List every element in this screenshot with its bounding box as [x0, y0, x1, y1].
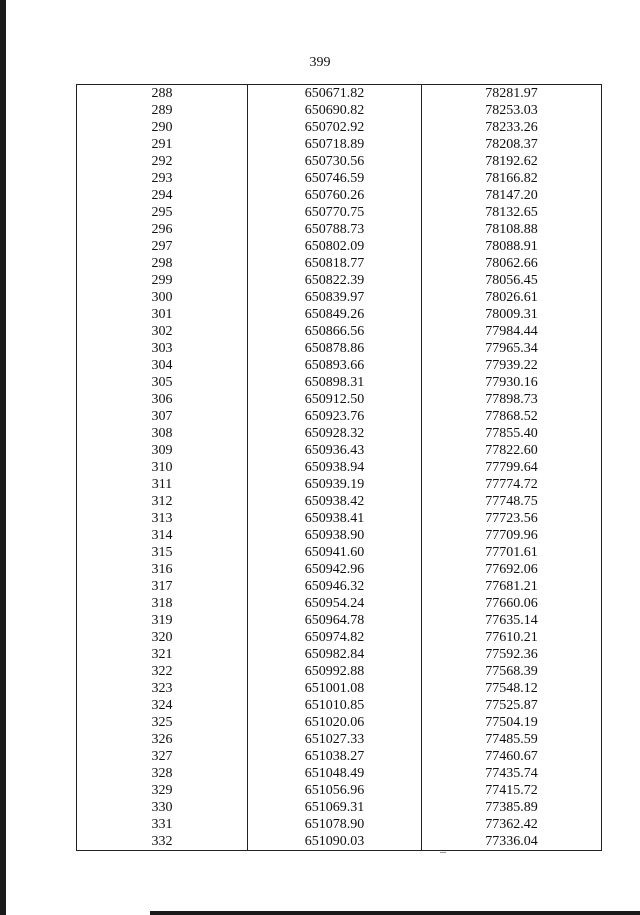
point-number-cell: 329 — [77, 782, 248, 799]
point-number-cell: 320 — [77, 629, 248, 646]
point-number-cell: 295 — [77, 204, 248, 221]
table-row — [77, 170, 602, 187]
y-coordinate-cell: 77460.67 — [485, 749, 538, 764]
x-coordinate-cell: 650898.31 — [248, 374, 422, 391]
x-coordinate-cell: 650788.73 — [248, 221, 422, 238]
table-row — [77, 136, 602, 153]
table-row — [77, 816, 602, 833]
y-coordinate-cell: 78147.20 — [485, 188, 538, 203]
point-number-cell: 307 — [77, 408, 248, 425]
table-row — [77, 680, 602, 697]
x-coordinate-cell: 650982.84 — [248, 646, 422, 663]
scan-bottom-edge — [150, 911, 640, 915]
y-coordinate-cell: 78192.62 — [485, 154, 538, 169]
point-number-cell: 327 — [77, 748, 248, 765]
table-row — [77, 510, 602, 527]
y-coordinate-cell: 77660.06 — [485, 596, 538, 611]
x-coordinate-cell: 650912.50 — [248, 391, 422, 408]
x-coordinate-cell: 650939.19 — [248, 476, 422, 493]
point-number-cell: 301 — [77, 306, 248, 323]
table-row — [77, 544, 602, 561]
point-number-cell: 310 — [77, 459, 248, 476]
table-row — [77, 187, 602, 204]
point-number-cell: 311 — [77, 476, 248, 493]
x-coordinate-cell: 651069.31 — [248, 799, 422, 816]
table-row — [77, 85, 602, 103]
table-row — [77, 425, 602, 442]
table-row — [77, 374, 602, 391]
point-number-cell: 292 — [77, 153, 248, 170]
x-coordinate-cell: 651001.08 — [248, 680, 422, 697]
point-number-cell: 306 — [77, 391, 248, 408]
table-row — [77, 527, 602, 544]
table-row — [77, 748, 602, 765]
point-number-cell: 323 — [77, 680, 248, 697]
table-row — [77, 289, 602, 306]
x-coordinate-cell: 650893.66 — [248, 357, 422, 374]
table-row — [77, 765, 602, 782]
point-number-cell: 321 — [77, 646, 248, 663]
point-number-cell: 294 — [77, 187, 248, 204]
x-coordinate-cell: 650954.24 — [248, 595, 422, 612]
table-row — [77, 476, 602, 493]
x-coordinate-cell: 650992.88 — [248, 663, 422, 680]
y-coordinate-cell: 77898.73 — [485, 392, 538, 407]
y-coordinate-cell: 77822.60 — [485, 443, 538, 458]
y-coordinate-cell: 78062.66 — [485, 256, 538, 271]
point-number-cell: 326 — [77, 731, 248, 748]
point-number-cell: 312 — [77, 493, 248, 510]
coordinate-table-body — [77, 85, 602, 851]
point-number-cell: 304 — [77, 357, 248, 374]
x-coordinate-cell: 650746.59 — [248, 170, 422, 187]
x-coordinate-cell: 650839.97 — [248, 289, 422, 306]
table-row — [77, 612, 602, 629]
y-coordinate-cell: 77855.40 — [485, 426, 538, 441]
point-number-cell: 296 — [77, 221, 248, 238]
table-row — [77, 306, 602, 323]
table-row — [77, 391, 602, 408]
y-coordinate-cell: 77485.59 — [485, 732, 538, 747]
y-coordinate-cell: 78253.03 — [485, 103, 538, 118]
x-coordinate-cell: 651038.27 — [248, 748, 422, 765]
point-number-cell: 309 — [77, 442, 248, 459]
point-number-cell: 317 — [77, 578, 248, 595]
x-coordinate-cell: 650974.82 — [248, 629, 422, 646]
page-number: 399 — [309, 55, 331, 70]
table-row — [77, 731, 602, 748]
y-coordinate-cell: 78166.82 — [485, 171, 538, 186]
point-number-cell: 318 — [77, 595, 248, 612]
scan-left-edge — [0, 0, 6, 915]
table-row — [77, 714, 602, 731]
coordinate-table — [76, 84, 602, 851]
table-row — [77, 697, 602, 714]
point-number-cell: 298 — [77, 255, 248, 272]
table-row — [77, 442, 602, 459]
x-coordinate-cell: 650760.26 — [248, 187, 422, 204]
table-row — [77, 153, 602, 170]
table-row — [77, 255, 602, 272]
x-coordinate-cell: 650938.42 — [248, 493, 422, 510]
table-row — [77, 408, 602, 425]
y-coordinate-cell: 77592.36 — [485, 647, 538, 662]
table-row — [77, 578, 602, 595]
x-coordinate-cell: 650936.43 — [248, 442, 422, 459]
point-number-cell: 324 — [77, 697, 248, 714]
point-number-cell: 308 — [77, 425, 248, 442]
x-coordinate-cell: 651010.85 — [248, 697, 422, 714]
table-row — [77, 561, 602, 578]
table-row — [77, 357, 602, 374]
point-number-cell: 313 — [77, 510, 248, 527]
y-coordinate-cell: 78132.65 — [485, 205, 538, 220]
x-coordinate-cell: 650702.92 — [248, 119, 422, 136]
x-coordinate-cell: 651056.96 — [248, 782, 422, 799]
point-number-cell: 290 — [77, 119, 248, 136]
scan-speck — [440, 852, 446, 853]
y-coordinate-cell: 77748.75 — [485, 494, 538, 509]
table-row — [77, 204, 602, 221]
point-number-cell: 289 — [77, 102, 248, 119]
y-coordinate-cell: 77692.06 — [485, 562, 538, 577]
x-coordinate-cell: 651020.06 — [248, 714, 422, 731]
table-row — [77, 663, 602, 680]
x-coordinate-cell: 651078.90 — [248, 816, 422, 833]
x-coordinate-cell: 650671.82 — [248, 85, 422, 103]
y-coordinate-cell: 77435.74 — [485, 766, 538, 781]
y-coordinate-cell: 77610.21 — [485, 630, 538, 645]
point-number-cell: 303 — [77, 340, 248, 357]
y-coordinate-cell: 78088.91 — [485, 239, 538, 254]
point-number-cell: 332 — [77, 833, 248, 851]
point-number-cell: 300 — [77, 289, 248, 306]
table-row — [77, 595, 602, 612]
x-coordinate-cell: 650849.26 — [248, 306, 422, 323]
x-coordinate-cell: 650964.78 — [248, 612, 422, 629]
x-coordinate-cell: 651027.33 — [248, 731, 422, 748]
table-row — [77, 799, 602, 816]
y-coordinate-cell: 78208.37 — [485, 137, 538, 152]
point-number-cell: 319 — [77, 612, 248, 629]
x-coordinate-cell: 651048.49 — [248, 765, 422, 782]
point-number-cell: 314 — [77, 527, 248, 544]
y-coordinate-cell: 78281.97 — [485, 86, 538, 101]
y-coordinate-cell: 77939.22 — [485, 358, 538, 373]
y-coordinate-cell: 78056.45 — [485, 273, 538, 288]
y-coordinate-cell: 77868.52 — [485, 409, 538, 424]
point-number-cell: 331 — [77, 816, 248, 833]
table-row — [77, 272, 602, 289]
y-coordinate-cell: 77965.34 — [485, 341, 538, 356]
table-row — [77, 629, 602, 646]
table-row — [77, 646, 602, 663]
point-number-cell: 288 — [77, 85, 248, 103]
x-coordinate-cell: 650942.96 — [248, 561, 422, 578]
y-coordinate-cell: 77385.89 — [485, 800, 538, 815]
y-coordinate-cell: 77548.12 — [485, 681, 538, 696]
x-coordinate-cell: 650938.41 — [248, 510, 422, 527]
x-coordinate-cell: 650866.56 — [248, 323, 422, 340]
x-coordinate-cell: 650923.76 — [248, 408, 422, 425]
point-number-cell: 330 — [77, 799, 248, 816]
table-row — [77, 323, 602, 340]
table-row — [77, 782, 602, 799]
y-coordinate-cell: 77415.72 — [485, 783, 538, 798]
y-coordinate-cell: 77709.96 — [485, 528, 538, 543]
x-coordinate-cell: 650818.77 — [248, 255, 422, 272]
y-coordinate-cell: 78233.26 — [485, 120, 538, 135]
x-coordinate-cell: 650928.32 — [248, 425, 422, 442]
x-coordinate-cell: 650730.56 — [248, 153, 422, 170]
y-coordinate-cell: 77635.14 — [485, 613, 538, 628]
y-coordinate-cell: 77568.39 — [485, 664, 538, 679]
table-row — [77, 221, 602, 238]
y-coordinate-cell: 77723.56 — [485, 511, 538, 526]
x-coordinate-cell: 650941.60 — [248, 544, 422, 561]
point-number-cell: 305 — [77, 374, 248, 391]
y-coordinate-cell: 77525.87 — [485, 698, 538, 713]
x-coordinate-cell: 650938.90 — [248, 527, 422, 544]
point-number-cell: 328 — [77, 765, 248, 782]
x-coordinate-cell: 650946.32 — [248, 578, 422, 595]
y-coordinate-cell: 78108.88 — [485, 222, 538, 237]
point-number-cell: 325 — [77, 714, 248, 731]
table-row — [77, 493, 602, 510]
table-row — [77, 833, 602, 851]
y-coordinate-cell: 78026.61 — [485, 290, 538, 305]
x-coordinate-cell: 650718.89 — [248, 136, 422, 153]
point-number-cell: 297 — [77, 238, 248, 255]
x-coordinate-cell: 650770.75 — [248, 204, 422, 221]
point-number-cell: 322 — [77, 663, 248, 680]
point-number-cell: 291 — [77, 136, 248, 153]
x-coordinate-cell: 651090.03 — [248, 833, 422, 851]
table-row — [77, 238, 602, 255]
table-row — [77, 340, 602, 357]
y-coordinate-cell: 77799.64 — [485, 460, 538, 475]
y-coordinate-cell: 77984.44 — [485, 324, 538, 339]
point-number-cell: 299 — [77, 272, 248, 289]
x-coordinate-cell: 650822.39 — [248, 272, 422, 289]
x-coordinate-cell: 650878.86 — [248, 340, 422, 357]
table-row — [77, 102, 602, 119]
y-coordinate-cell: 78009.31 — [485, 307, 538, 322]
y-coordinate-cell: 77504.19 — [485, 715, 538, 730]
point-number-cell: 302 — [77, 323, 248, 340]
x-coordinate-cell: 650690.82 — [248, 102, 422, 119]
x-coordinate-cell: 650938.94 — [248, 459, 422, 476]
table-row — [77, 119, 602, 136]
x-coordinate-cell: 650802.09 — [248, 238, 422, 255]
y-coordinate-cell: 77774.72 — [485, 477, 538, 492]
y-coordinate-cell: 77681.21 — [485, 579, 538, 594]
table-row — [77, 459, 602, 476]
y-coordinate-cell: 77930.16 — [485, 375, 538, 390]
point-number-cell: 293 — [77, 170, 248, 187]
point-number-cell: 316 — [77, 561, 248, 578]
y-coordinate-cell: 77362.42 — [485, 817, 538, 832]
y-coordinate-cell: 77336.04 — [485, 834, 538, 849]
point-number-cell: 315 — [77, 544, 248, 561]
y-coordinate-cell: 77701.61 — [485, 545, 538, 560]
